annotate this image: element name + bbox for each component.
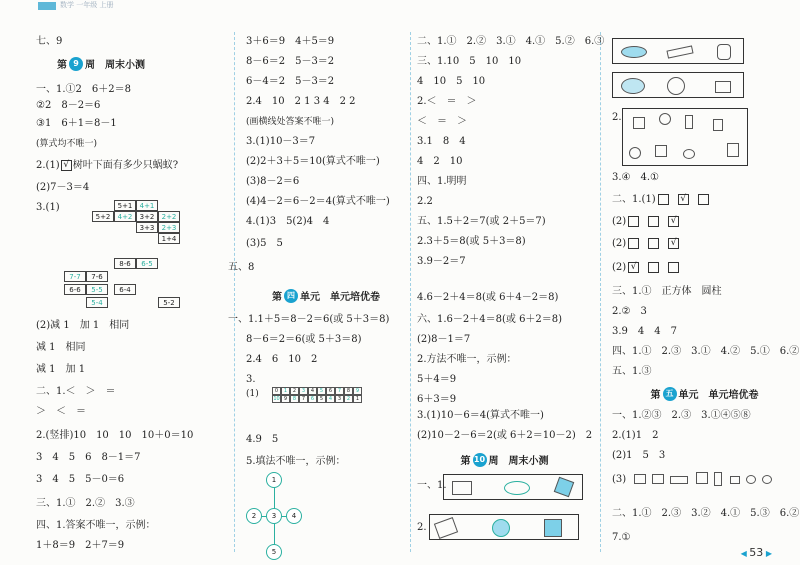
- answer-line: (2) √: [612, 262, 680, 274]
- number-line-cell: 7: [335, 387, 344, 395]
- answer-line: 3.1 8 4: [417, 136, 466, 147]
- answer-line: 2.② 3: [612, 306, 647, 317]
- heading-title: 单元培优卷: [330, 292, 380, 303]
- answer-line: 三、1.① 2.② 3.③: [36, 498, 135, 509]
- shape-sequence: [634, 472, 784, 488]
- cylinder-icon: [666, 45, 693, 58]
- grid-cell: 2+3: [158, 222, 180, 233]
- cube-icon: [727, 143, 739, 157]
- page-number: ◀ 53 ▶: [740, 546, 772, 559]
- cube-icon: [696, 472, 708, 484]
- answer-line: 3.9－2＝7: [417, 256, 466, 267]
- answer-line: 3.(1): [36, 202, 60, 213]
- answer-line: (2)10－2－6＝2(或 6＋2＝10－2) 2: [417, 430, 593, 441]
- answer-line: 一、1.1＋5＝8－2＝6(或 5＋3＝8): [228, 314, 390, 325]
- week-heading: 第 10 周 周末小测: [460, 454, 549, 467]
- answer-line: (2) √: [612, 238, 680, 250]
- number-line-cell: 9: [281, 395, 290, 403]
- answer-line: 3.(1)10－6＝4(算式不唯一): [417, 410, 544, 421]
- answer-line: 4 2 10: [417, 156, 463, 167]
- answer-checkbox: √: [678, 194, 689, 205]
- answer-line: 六、1.6－2＋4＝8(或 6＋2＝8): [417, 314, 563, 325]
- answer-line: 2.4 6 10 2: [246, 354, 318, 365]
- answer-line: 4 10 5 10: [417, 76, 486, 87]
- answer-line: 3.9 4 4 7: [612, 326, 677, 337]
- answer-line: 3.: [246, 374, 256, 385]
- answer-checkbox: [648, 262, 659, 273]
- number-line-label: (1): [246, 389, 259, 399]
- answer-checkbox: [668, 262, 679, 273]
- grid-cell: 5-4: [86, 297, 108, 308]
- number-line-cell: 6: [308, 395, 317, 403]
- answer-line: ＞ ＜ ＝: [36, 406, 86, 417]
- answer-line: 二、1.＜ ＞ ＝: [36, 386, 116, 397]
- cylinder-icon: [685, 115, 693, 129]
- unit-number-badge: 四: [284, 289, 298, 303]
- answer-line: 七、9: [36, 36, 63, 47]
- grid-cell: 5+1: [114, 200, 136, 211]
- column-divider: [600, 32, 601, 552]
- cube-icon: [544, 519, 562, 537]
- answer-line: 2.: [612, 112, 622, 123]
- cylinder-icon: [746, 475, 756, 484]
- answer-line: (3)8－2＝6: [246, 176, 300, 187]
- cross-circle: 4: [286, 508, 302, 524]
- ball-icon: [683, 149, 695, 159]
- answer-line: 2.4 10 2 1 3 4 2 2: [246, 96, 356, 107]
- answer-line: 1＋8＝9 2＋7＝9: [36, 540, 125, 551]
- answer-line: 减 1 相同: [36, 342, 86, 353]
- answer-line: (3)5 5: [246, 238, 283, 249]
- answer-line: 四、1.答案不唯一，示例：: [36, 520, 156, 531]
- number-line-cell: 5: [317, 387, 326, 395]
- answer-line: 五、1.5＋2＝7(或 2＋5＝7): [417, 216, 546, 227]
- answer-line: 3 4 5 6 8－1＝7: [36, 452, 141, 463]
- answer-checkbox: √: [61, 160, 72, 171]
- number-line-cell: 8: [344, 387, 353, 395]
- answer-line: (2)7－3＝4: [36, 182, 90, 193]
- answer-line: ＜ ＝ ＞: [417, 116, 467, 127]
- answer-line: 5.填法不唯一，示例：: [246, 456, 346, 467]
- shape-answer-box: [429, 514, 579, 540]
- answer-checkbox: [698, 194, 709, 205]
- number-cross-diagram: [246, 472, 316, 562]
- number-line-cell: 7: [299, 395, 308, 403]
- heading-title: 单元培优卷: [708, 390, 759, 401]
- cross-circle: 3: [266, 508, 282, 524]
- number-line-cell: 4: [326, 395, 335, 403]
- answer-line: 2.(1) √ 树叶下面有多少只蜗蚁?: [36, 160, 179, 171]
- answer-checkbox: √: [668, 216, 679, 227]
- header-text: 数学 一年级 上册: [60, 1, 114, 9]
- cross-circle: 5: [266, 544, 282, 560]
- number-line-cell: 6: [326, 387, 335, 395]
- answer-line: (2)2＋3＋5＝10(算式不唯一): [246, 156, 380, 167]
- answer-line: 6＋3＝9: [417, 394, 457, 405]
- answer-line: 6－4＝2 5－3＝2: [246, 76, 335, 87]
- cube-icon: [634, 474, 646, 484]
- column-divider: [410, 32, 411, 552]
- cuboid-icon: [670, 476, 688, 484]
- heading-title: 周末小测: [105, 60, 145, 71]
- answer-line: 二、1.(1) √: [612, 194, 710, 206]
- answer-line: 一、1.: [417, 480, 447, 491]
- answer-line: 4.6－2＋4＝8(或 6＋4－2＝8): [417, 292, 559, 303]
- answer-checkbox: √: [628, 262, 639, 273]
- answer-line: 4.9 5: [246, 434, 279, 445]
- answer-line: 3 4 5 5－0＝6: [36, 474, 125, 485]
- answer-line: (4)4－2＝6－2＝4(算式不唯一): [246, 196, 390, 207]
- ball-icon: [621, 78, 645, 94]
- grid-cell: 6-6: [64, 284, 86, 295]
- week-number-badge: 9: [69, 57, 83, 71]
- cylinder-icon: [714, 472, 722, 486]
- unit-heading: 第 四 单元 单元培优卷: [272, 290, 380, 303]
- answer-checkbox: √: [668, 238, 679, 249]
- number-line-cell: 5: [317, 395, 326, 403]
- number-line-cell: 1: [353, 395, 362, 403]
- cylinder-icon: [452, 481, 472, 495]
- cylinder-icon: [621, 46, 647, 58]
- answer-line: 一、1.②③ 2.③ 3.①④⑤⑧: [612, 410, 751, 421]
- ball-icon: [667, 77, 685, 95]
- answer-line: (2)8－1＝7: [417, 334, 471, 345]
- answer-checkbox: [648, 238, 659, 249]
- week-heading: 第 9 周 周末小测: [57, 58, 145, 71]
- answer-line: 3.④ 4.①: [612, 172, 660, 183]
- grid-cell: 4+1: [136, 200, 158, 211]
- grid-cell: 1+4: [158, 233, 180, 244]
- number-line-cell: 3: [299, 387, 308, 395]
- answer-line: 3＋6＝9 4＋5＝9: [246, 36, 335, 47]
- ball-icon: [504, 481, 530, 495]
- ball-icon: [659, 113, 671, 125]
- shape-answer-box: [612, 38, 744, 64]
- answer-line: 一、1.①2 6＋2＝8: [36, 84, 131, 95]
- answer-line: 8－6＝2＝6(或 5＋3＝8): [246, 334, 362, 345]
- column-divider: [234, 32, 235, 552]
- answer-line: (2)1 5 3: [612, 450, 666, 461]
- answer-checkbox: [658, 194, 669, 205]
- answer-note: (画横线处答案不唯一): [246, 117, 335, 127]
- cube-icon: [633, 117, 645, 129]
- answer-line: 四、1.明明: [417, 176, 467, 187]
- number-line-cell: 4: [308, 387, 317, 395]
- answer-line: 2.2: [417, 196, 433, 207]
- number-line-cell: 3: [335, 395, 344, 403]
- cylinder-icon: [762, 475, 772, 484]
- answer-line: 8－6＝2 5－3＝2: [246, 56, 335, 67]
- ball-icon: [492, 519, 510, 537]
- answer-line: (3): [612, 474, 627, 485]
- unit-heading: 第 五 单元 单元培优卷: [650, 388, 759, 401]
- answer-line: ③1 6＋1＝8－1: [36, 118, 117, 129]
- answer-line: 5＋4＝9: [417, 374, 457, 385]
- number-line-cell: 8: [290, 395, 299, 403]
- grid-cell: 3+2: [136, 211, 158, 222]
- number-line-cell: 0: [272, 387, 281, 395]
- grid-cell: 5+2: [92, 211, 114, 222]
- grid-cell: 6-5: [136, 258, 158, 269]
- answer-checkbox: [628, 216, 639, 227]
- cube-icon: [730, 476, 740, 484]
- cube-icon: [554, 477, 575, 498]
- shape-answer-box: [622, 108, 748, 166]
- answer-line: 2.＜ ＝ ＞: [417, 96, 477, 107]
- answer-line: 二、1.① 2.③ 3.② 4.① 5.③ 6.②: [612, 508, 800, 519]
- grid-cell: 3+3: [136, 222, 158, 233]
- answer-line: 2.方法不唯一，示例：: [417, 354, 517, 365]
- cube-icon: [652, 474, 664, 484]
- grid-cell: 5-5: [86, 284, 108, 295]
- answer-line: 五、1.③: [612, 366, 652, 377]
- answer-line: (2) √: [612, 216, 680, 228]
- number-line-cell: 10: [273, 396, 280, 402]
- number-line-cell: 9: [353, 387, 362, 395]
- answer-checkbox: [628, 238, 639, 249]
- top-icon: [715, 81, 731, 93]
- grid-cell: 8-6: [114, 258, 136, 269]
- answer-line: 三、1.① 正方体 圆柱: [612, 286, 722, 297]
- answer-line: 三、1.10 5 10 10: [417, 56, 522, 67]
- answer-line: ②2 8－2＝6: [36, 100, 101, 111]
- cube-icon: [655, 145, 667, 157]
- header-tab-marker: [38, 2, 56, 10]
- grid-cell: 7-6: [86, 271, 108, 282]
- answer-line: 减 1 加 1: [36, 364, 86, 375]
- number-line-cell: 2: [344, 395, 353, 403]
- header-bar: [38, 0, 208, 12]
- answer-line: 四、1.① 2.③ 3.① 4.② 5.① 6.②: [612, 346, 800, 357]
- grid-cell: 2+2: [158, 211, 180, 222]
- vase-icon: [717, 44, 731, 60]
- answer-line: 2.(1)1 2: [612, 430, 659, 441]
- cross-circle: 1: [266, 472, 282, 488]
- grid-cell: 4+2: [114, 211, 136, 222]
- answer-line: 4.(1)3 5(2)4 4: [246, 216, 330, 227]
- answer-line: 2.: [417, 522, 427, 533]
- answer-line: 二、1.① 2.② 3.① 4.① 5.② 6.③: [417, 36, 605, 47]
- grid-cell: 6-4: [114, 284, 136, 295]
- heading-title: 周末小测: [508, 456, 549, 467]
- answer-line: 2.3＋5＝8(或 5＋3＝8): [417, 236, 526, 247]
- grid-cell: 7-7: [64, 271, 86, 282]
- number-line-cell: 1: [281, 387, 290, 395]
- shape-answer-box: [612, 72, 744, 98]
- answer-checkbox: [648, 216, 659, 227]
- grid-cell: 5-2: [158, 297, 180, 308]
- box-icon: [434, 517, 458, 539]
- ball-icon: [629, 147, 641, 159]
- number-line-cell: 2: [290, 387, 299, 395]
- cross-circle: 2: [246, 508, 262, 524]
- number-line-table: [272, 387, 382, 403]
- cylinder-icon: [713, 119, 723, 131]
- answer-note: (算式均不唯一): [36, 139, 98, 149]
- answer-line: (2)减 1 加 1 相同: [36, 320, 130, 331]
- week-number-badge: 10: [473, 453, 487, 467]
- answer-line: 2.(竖排)10 10 10 10＋0＝10: [36, 430, 194, 441]
- answer-line: 3.(1)10－3＝7: [246, 136, 316, 147]
- shape-answer-box: [443, 474, 583, 500]
- answer-line: 7.①: [612, 532, 631, 543]
- answer-line: 五、8: [228, 262, 255, 273]
- unit-number-badge: 五: [663, 387, 677, 401]
